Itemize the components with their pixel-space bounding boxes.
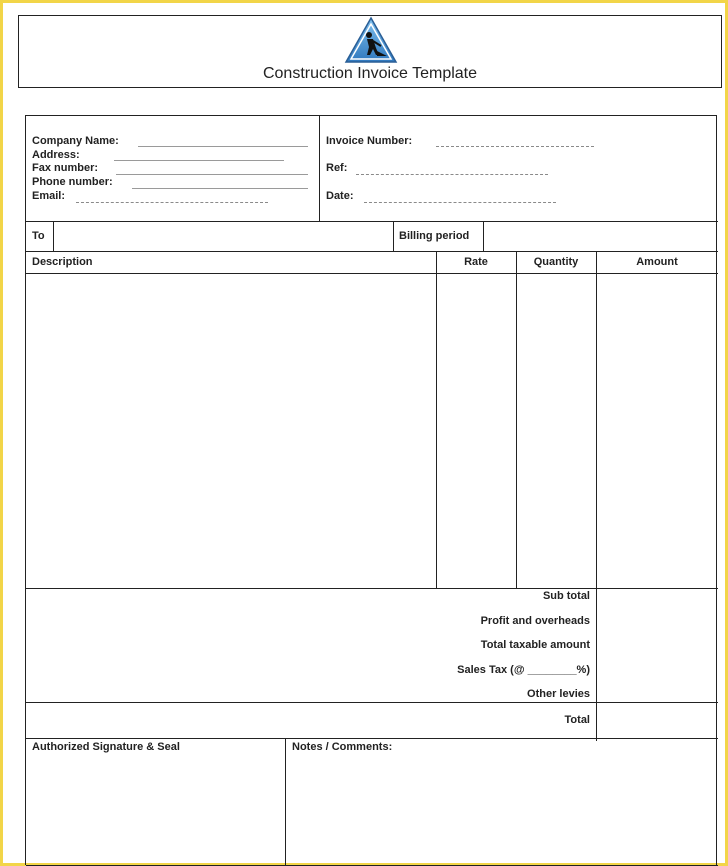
other-levies-label: Other levies xyxy=(527,688,590,700)
notes-label: Notes / Comments: xyxy=(292,741,393,753)
total-bottom-border xyxy=(26,738,718,739)
date-field[interactable] xyxy=(364,202,556,203)
ref-label: Ref: xyxy=(326,162,348,174)
profit-overheads-label: Profit and overheads xyxy=(480,615,590,627)
invoice-form xyxy=(25,115,717,865)
info-divider xyxy=(319,116,320,221)
fax-number-label: Fax number: xyxy=(32,162,99,174)
totals-amount-cell[interactable] xyxy=(597,589,718,702)
document-title: Construction Invoice Template xyxy=(262,65,478,82)
column-header-amount: Amount xyxy=(636,256,678,268)
amount-cell[interactable] xyxy=(597,274,718,588)
invoice-number-field[interactable] xyxy=(436,146,594,147)
total-amount-field[interactable] xyxy=(597,703,718,739)
phone-number-field[interactable] xyxy=(132,188,308,189)
rate-cell[interactable] xyxy=(437,274,516,588)
description-cell[interactable] xyxy=(26,274,436,588)
fax-number-field[interactable] xyxy=(116,174,308,175)
signature-area[interactable] xyxy=(26,756,285,865)
address-field[interactable] xyxy=(114,160,284,161)
billing-left-divider xyxy=(393,221,394,251)
sub-total-label: Sub total xyxy=(542,590,590,602)
to-label: To xyxy=(32,230,45,242)
column-header-rate: Rate xyxy=(464,256,488,268)
email-field[interactable] xyxy=(76,202,268,203)
quantity-cell[interactable] xyxy=(517,274,596,588)
company-name-label: Company Name: xyxy=(32,135,119,147)
to-row-bottom-border xyxy=(26,251,718,252)
authorized-signature-label: Authorized Signature & Seal xyxy=(32,741,180,753)
company-name-field[interactable] xyxy=(138,146,308,147)
billing-period-field[interactable] xyxy=(484,222,718,251)
column-header-quantity: Quantity xyxy=(533,256,579,268)
invoice-number-label: Invoice Number: xyxy=(326,135,413,147)
phone-number-label: Phone number: xyxy=(32,176,113,188)
email-label: Email: xyxy=(32,190,66,202)
sales-tax-label: Sales Tax (@ ________%) xyxy=(457,664,590,676)
address-label: Address: xyxy=(32,149,80,161)
total-label: Total xyxy=(564,714,590,726)
notes-area[interactable] xyxy=(286,756,718,865)
date-label: Date: xyxy=(326,190,354,202)
column-header-description: Description xyxy=(32,256,93,268)
construction-worker-sign-icon xyxy=(343,15,399,65)
total-taxable-label: Total taxable amount xyxy=(480,639,590,651)
billing-period-label: Billing period xyxy=(399,230,470,242)
ref-field[interactable] xyxy=(356,174,548,175)
to-field[interactable] xyxy=(54,222,393,251)
